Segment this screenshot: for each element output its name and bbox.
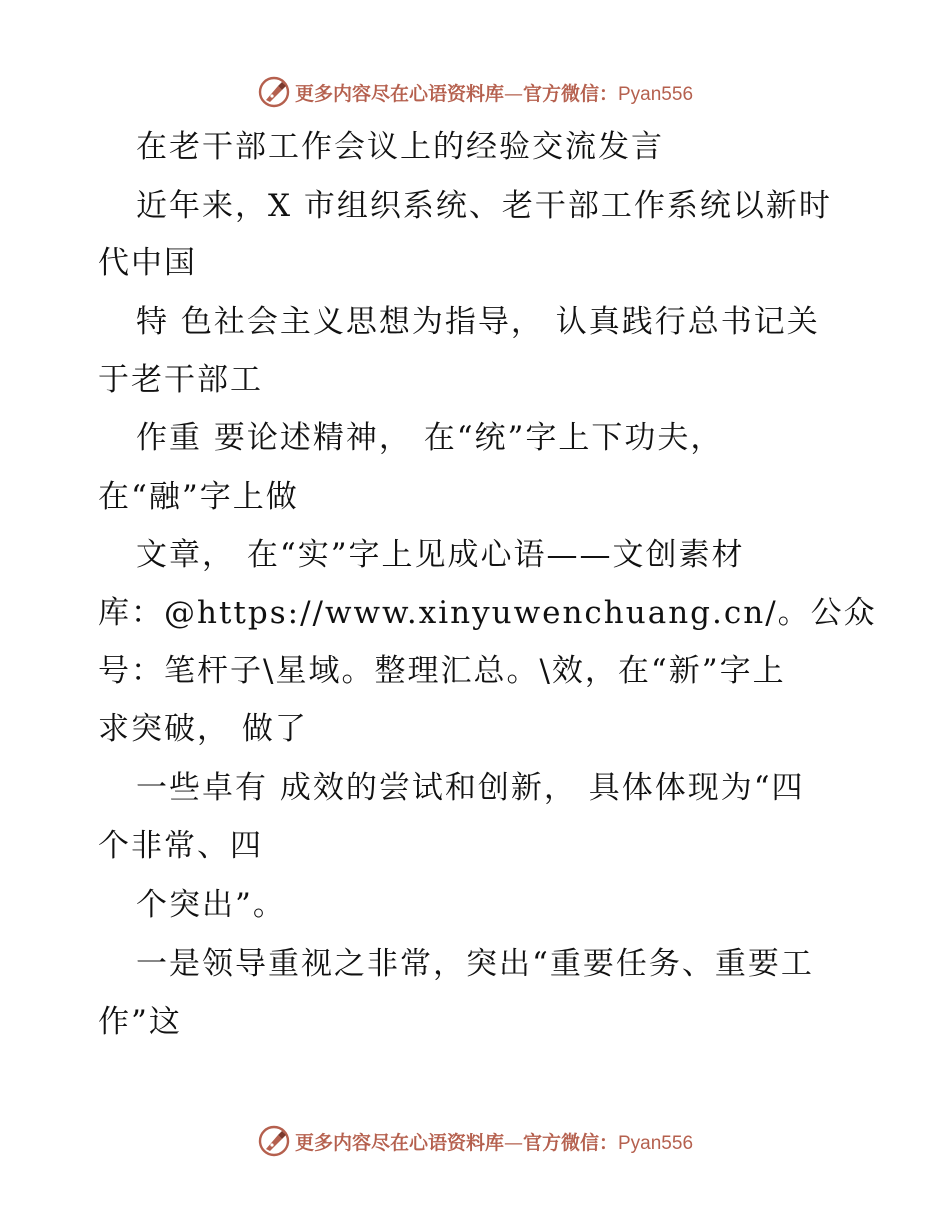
watermark-dash: — bbox=[503, 82, 523, 105]
text-line: 于老干部工 bbox=[98, 362, 263, 398]
text-line: 在“融”字上做 bbox=[98, 479, 299, 515]
text-line: 个突出”。 bbox=[136, 887, 286, 923]
watermark-dash: — bbox=[503, 1131, 523, 1154]
pen-nib-logo-icon bbox=[257, 75, 291, 109]
text-line: 文章， 在“实”字上见成心语——文创素材 bbox=[136, 537, 745, 573]
watermark-site-text: 更多内容尽在心语资料库 bbox=[294, 82, 504, 105]
watermark-wechat-id: Pyan556 bbox=[618, 83, 694, 105]
watermark-text bbox=[295, 79, 693, 106]
watermark-site-text: 更多内容尽在心语资料库 bbox=[294, 1131, 504, 1154]
text-line: 一些卓有 成效的尝试和创新， 具体体现为“四 bbox=[136, 770, 805, 806]
watermark-wechat-label: 官方微信： bbox=[522, 1131, 618, 1154]
footer-watermark bbox=[0, 1119, 950, 1163]
text-line: 号：笔杆子\星域。整理汇总。\效，在“新”字上 bbox=[98, 653, 786, 689]
header-watermark bbox=[0, 70, 950, 114]
watermark-wechat-id: Pyan556 bbox=[618, 1132, 694, 1154]
text-line: 作”这 bbox=[98, 1004, 182, 1040]
text-line: 特 色社会主义思想为指导， 认真践行总书记关 bbox=[136, 304, 820, 340]
watermark-text bbox=[295, 1128, 693, 1155]
pen-nib-logo-icon bbox=[257, 1124, 291, 1158]
text-line: 个非常、四 bbox=[98, 828, 263, 864]
text-line: 作重 要论述精神， 在“统”字上下功夫， bbox=[136, 420, 724, 456]
text-line: 库：@https://www.xinyuwenchuang.cn/。公众 bbox=[98, 595, 877, 631]
text-line: 一是领导重视之非常，突出“重要任务、重要工 bbox=[136, 946, 814, 982]
text-line: 近年来，X 市组织系统、老干部工作系统以新时 bbox=[136, 188, 832, 224]
text-line: 代中国 bbox=[98, 245, 197, 281]
text-line: 求突破， 做了 bbox=[98, 711, 308, 747]
watermark-wechat-label: 官方微信： bbox=[522, 82, 618, 105]
document-title: 在老干部工作会议上的经验交流发言 bbox=[136, 129, 664, 165]
